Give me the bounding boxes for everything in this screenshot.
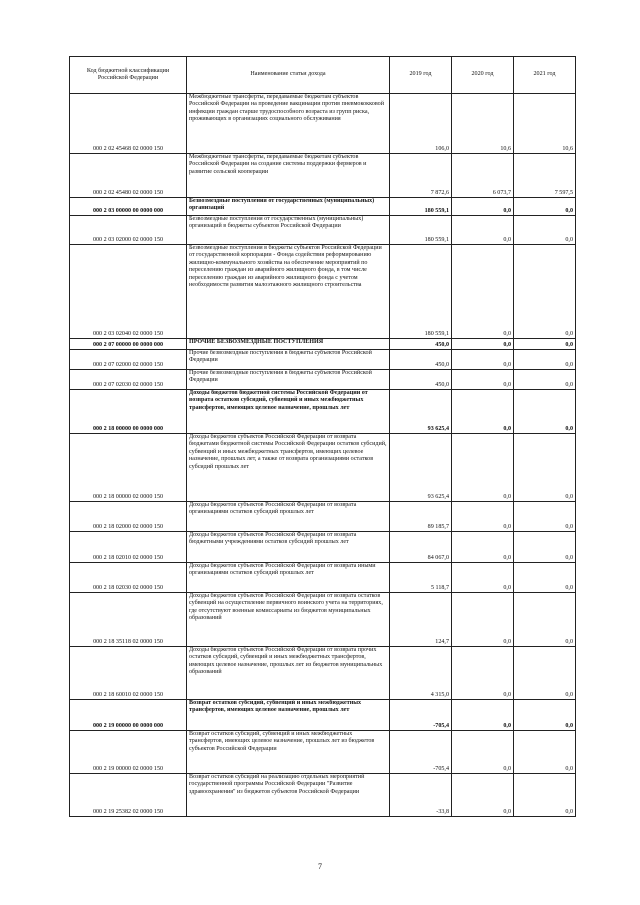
row-value-2020: 0,0 [452, 216, 514, 245]
row-value-2021: 7 597,5 [514, 154, 576, 198]
table-row [70, 94, 576, 154]
row-value-2021: 0,0 [514, 563, 576, 593]
table-row [70, 154, 576, 198]
table-row [70, 647, 576, 700]
row-value-2021: 0,0 [514, 502, 576, 532]
table-body [70, 94, 576, 817]
table-row [70, 502, 576, 532]
row-value-2019: 89 185,7 [390, 502, 452, 532]
row-value-2019: 106,0 [390, 94, 452, 154]
row-value-2021: 0,0 [514, 390, 576, 434]
table-row [70, 350, 576, 370]
row-value-2019: 93 625,4 [390, 390, 452, 434]
header-2021: 2021 год [514, 57, 576, 94]
table-row [70, 216, 576, 245]
row-name: Доходы бюджетов субъектов Российской Федерации от возврата организациями остатков субсидий прошлых лет [187, 502, 390, 532]
row-name: Доходы бюджетов субъектов Российской Федерации от возврата бюджетными учреждениями остатков субсидий прошлых лет [187, 532, 390, 563]
row-value-2020: 0,0 [452, 700, 514, 731]
row-name: Межбюджетные трансферты, передаваемые бюджетам субъектов Российской Федерации на создание системы поддержки фермеров и развитие сельской кооперации [187, 154, 390, 198]
table-row [70, 370, 576, 390]
row-value-2021: 0,0 [514, 532, 576, 563]
row-code: 000 2 18 02000 02 0000 150 [70, 502, 187, 532]
row-value-2019: 124,7 [390, 593, 452, 647]
row-value-2020: 0,0 [452, 370, 514, 390]
row-value-2021: 0,0 [514, 593, 576, 647]
row-value-2021: 0,0 [514, 216, 576, 245]
row-code: 000 2 18 35118 02 0000 150 [70, 593, 187, 647]
row-value-2021: 0,0 [514, 700, 576, 731]
row-code: 000 2 18 00000 02 0000 150 [70, 434, 187, 502]
row-value-2020: 0,0 [452, 563, 514, 593]
row-name: Доходы бюджетов субъектов Российской Федерации от возврата остатков субвенций на осуществление первичного воинского учета на территориях, где отсутствуют военные комиссариаты из бюджетов муниципальных образований [187, 593, 390, 647]
row-name: Безвозмездные поступления от государственных (муниципальных) организаций в бюджеты субъектов Российской Федерации [187, 216, 390, 245]
table-header-row [70, 57, 576, 94]
row-value-2020: 0,0 [452, 350, 514, 370]
row-value-2020: 0,0 [452, 434, 514, 502]
row-name: Доходы бюджетов субъектов Российской Федерации от возврата прочих остатков субсидий, субвенций и иных межбюджетных трансфертов, имеющих целевое назначение, прошлых лет из бюджетов муниципальных образований [187, 647, 390, 700]
row-value-2021: 0,0 [514, 434, 576, 502]
row-value-2019: 450,0 [390, 350, 452, 370]
table-row [70, 390, 576, 434]
table-row [70, 563, 576, 593]
row-name: Возврат остатков субсидий, субвенций и иных межбюджетных трансфертов, имеющих целевое назначение, прошлых лет [187, 700, 390, 731]
row-value-2020: 0,0 [452, 532, 514, 563]
header-2020: 2020 год [452, 57, 514, 94]
row-code: 000 2 18 00000 00 0000 000 [70, 390, 187, 434]
row-name: Межбюджетные трансферты, передаваемые бюджетам субъектов Российской Федерации на проведение вакцинации против пневмококковой инфекции граждан старше трудоспособного возраста из групп риска, проживающих в организациях социального обслуживания [187, 94, 390, 154]
row-value-2021: 0,0 [514, 774, 576, 817]
row-name: Доходы бюджетов субъектов Российской Федерации от возврата иными организациями остатков субсидий прошлых лет [187, 563, 390, 593]
row-code: 000 2 07 02000 02 0000 150 [70, 350, 187, 370]
row-code: 000 2 02 45468 02 0000 150 [70, 94, 187, 154]
row-value-2021: 0,0 [514, 647, 576, 700]
row-name: Доходы бюджетов бюджетной системы Российской Федерации от возврата остатков субсидий, субвенций и иных межбюджетных трансфертов, имеющих целевое назначение, прошлых лет [187, 390, 390, 434]
row-value-2020: 0,0 [452, 390, 514, 434]
row-code: 000 2 02 45480 02 0000 150 [70, 154, 187, 198]
row-value-2020: 0,0 [452, 502, 514, 532]
row-code: 000 2 03 00000 00 0000 000 [70, 198, 187, 216]
table-row [70, 774, 576, 817]
row-code: 000 2 03 02000 02 0000 150 [70, 216, 187, 245]
row-name: Возврат остатков субсидий, субвенций и иных межбюджетных трансфертов, имеющих целевое назначение, прошлых лет из бюджетов субъектов Российской Федерации [187, 731, 390, 774]
row-value-2020: 0,0 [452, 245, 514, 339]
row-code: 000 2 07 02030 02 0000 150 [70, 370, 187, 390]
row-name: Безвозмездные поступления в бюджеты субъектов Российской Федерации от государственной корпорации - Фонда содействия реформированию жилищно-коммунального хозяйства на обеспечение мероприятий по переселению граждан из аварийного жилищного фонда, в том числе переселению граждан из аварийного жилищного фонда с учетом необходимости развития малоэтажного жилищного строительства [187, 245, 390, 339]
table-row [70, 339, 576, 350]
row-value-2019: 5 118,7 [390, 563, 452, 593]
table-row [70, 700, 576, 731]
row-value-2019: 180 559,1 [390, 198, 452, 216]
row-code: 000 2 03 02040 02 0000 150 [70, 245, 187, 339]
row-name: Безвозмездные поступления от государственных (муниципальных) организаций [187, 198, 390, 216]
row-name: Прочие безвозмездные поступления в бюджеты субъектов Российской Федерации [187, 370, 390, 390]
row-code: 000 2 18 60010 02 0000 150 [70, 647, 187, 700]
row-value-2020: 0,0 [452, 774, 514, 817]
revenue-table [69, 56, 576, 817]
row-value-2020: 0,0 [452, 593, 514, 647]
row-name: ПРОЧИЕ БЕЗВОЗМЕЗДНЫЕ ПОСТУПЛЕНИЯ [187, 339, 390, 350]
row-value-2020: 6 073,7 [452, 154, 514, 198]
row-name: Доходы бюджетов субъектов Российской Федерации от возврата бюджетами бюджетной системы Российской Федерации остатков субсидий, субвенций и иных межбюджетных трансфертов, имеющих целевое назначение, прошлых лет, а также от возврата организациями остатков субсидий прошлых лет [187, 434, 390, 502]
row-value-2019: -705,4 [390, 731, 452, 774]
table-row [70, 593, 576, 647]
row-name: Возврат остатков субсидий на реализацию отдельных мероприятий государственной программы Российской Федерации "Развитие здравоохранения" из бюджетов субъектов Российской Федерации [187, 774, 390, 817]
row-code: 000 2 07 00000 00 0000 000 [70, 339, 187, 350]
row-value-2021: 0,0 [514, 198, 576, 216]
row-code: 000 2 19 00000 00 0000 000 [70, 700, 187, 731]
header-code: Код бюджетной классификации Российской Федерации [70, 57, 187, 94]
header-2019: 2019 год [390, 57, 452, 94]
row-value-2021: 0,0 [514, 245, 576, 339]
row-code: 000 2 18 02010 02 0000 150 [70, 532, 187, 563]
row-value-2019: 84 067,0 [390, 532, 452, 563]
row-value-2019: 180 559,1 [390, 245, 452, 339]
table-row [70, 245, 576, 339]
row-value-2020: 0,0 [452, 731, 514, 774]
row-value-2019: -33,8 [390, 774, 452, 817]
table-row [70, 731, 576, 774]
row-name: Прочие безвозмездные поступления в бюджеты субъектов Российской Федерации [187, 350, 390, 370]
row-value-2020: 0,0 [452, 647, 514, 700]
row-value-2021: 0,0 [514, 339, 576, 350]
table-row [70, 532, 576, 563]
row-value-2021: 0,0 [514, 731, 576, 774]
page-number: 7 [318, 862, 322, 871]
header-name: Наименование статьи дохода [187, 57, 390, 94]
row-code: 000 2 19 00000 02 0000 150 [70, 731, 187, 774]
row-code: 000 2 18 02030 02 0000 150 [70, 563, 187, 593]
row-value-2020: 0,0 [452, 198, 514, 216]
row-value-2021: 0,0 [514, 370, 576, 390]
table-row [70, 198, 576, 216]
table-row [70, 434, 576, 502]
row-value-2019: 4 315,0 [390, 647, 452, 700]
row-value-2019: 7 872,6 [390, 154, 452, 198]
row-value-2019: 450,0 [390, 339, 452, 350]
row-value-2021: 0,0 [514, 350, 576, 370]
row-code: 000 2 19 25382 02 0000 150 [70, 774, 187, 817]
row-value-2021: 10,6 [514, 94, 576, 154]
row-value-2019: 180 559,1 [390, 216, 452, 245]
row-value-2019: 93 625,4 [390, 434, 452, 502]
row-value-2019: -705,4 [390, 700, 452, 731]
row-value-2020: 10,6 [452, 94, 514, 154]
row-value-2019: 450,0 [390, 370, 452, 390]
row-value-2020: 0,0 [452, 339, 514, 350]
